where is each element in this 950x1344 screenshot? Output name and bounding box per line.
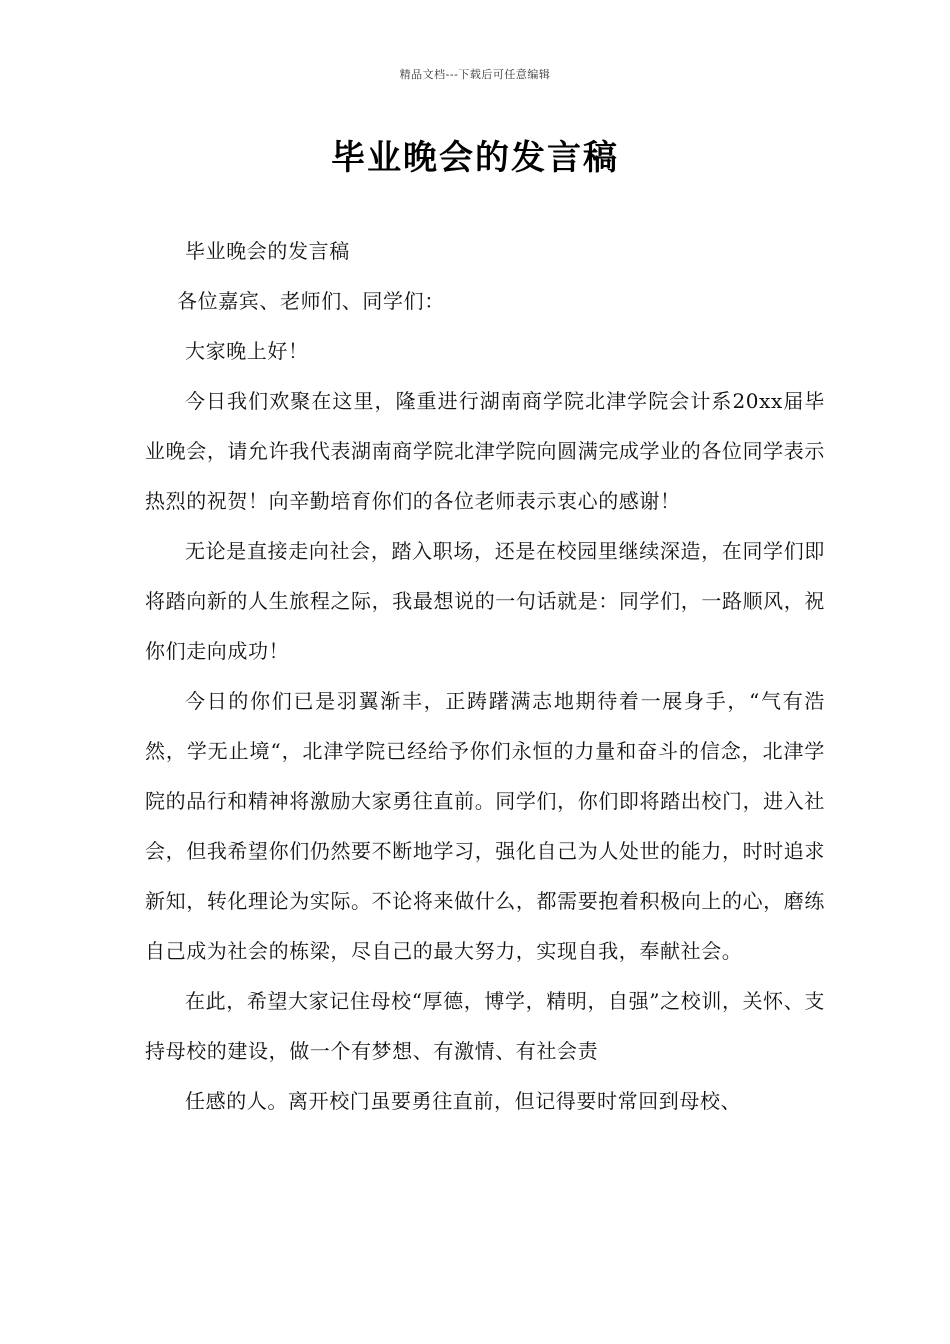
header-note: 精品文档---下载后可任意编辑 [399,68,551,81]
paragraph-body: 任感的人。离开校门虽要勇往直前，但记得要时常回到母校、 [185,1089,742,1113]
paragraph-salutation: 各位嘉宾、老师们、同学们： [177,289,445,313]
paragraph-body: 在此，希望大家记住母校“厚德，博学，精明，自强”之校训，关怀、支持母校的建设，做一个有梦想、有激情、有社会责 [145,989,825,1063]
paragraph-body: 今日的你们已是羽翼渐丰，正踌躇满志地期待着一展身手，“气有浩然，学无止境“，北津学院已经给予你们永恒的力量和奋斗的信念，北津学院的品行和精神将激励大家勇往直前。同学们，你们即将踏出校门，进入社会，但我希望你们仍然要不断地学习，强化自己为人处世的能力，时时追求新知，转化理论为实际。不论将来做什么，都需要抱着积极向上的心，磨练自己成为社会的栋梁，尽自己的最大努力，实现自我，奉献社会。 [145,689,825,963]
paragraph-body: 无论是直接走向社会，踏入职场，还是在校园里继续深造，在同学们即将踏向新的人生旅程之际，我最想说的一句话就是：同学们，一路顺风，祝你们走向成功！ [145,539,825,663]
document-title: 毕业晚会的发言稿 [331,138,619,178]
document-body [145,226,825,1126]
paragraph-greeting: 大家晚上好！ [185,339,309,363]
paragraph-body: 今日我们欢聚在这里，隆重进行湖南商学院北津学院会计系20xx届毕业晚会，请允许我代表湖南商学院北津学院向圆满完成学业的各位同学表示热烈的祝贺！向辛勤培育你们的各位老师表示衷心的感谢！ [145,389,825,513]
paragraph-subtitle: 毕业晚会的发言稿 [185,239,350,263]
